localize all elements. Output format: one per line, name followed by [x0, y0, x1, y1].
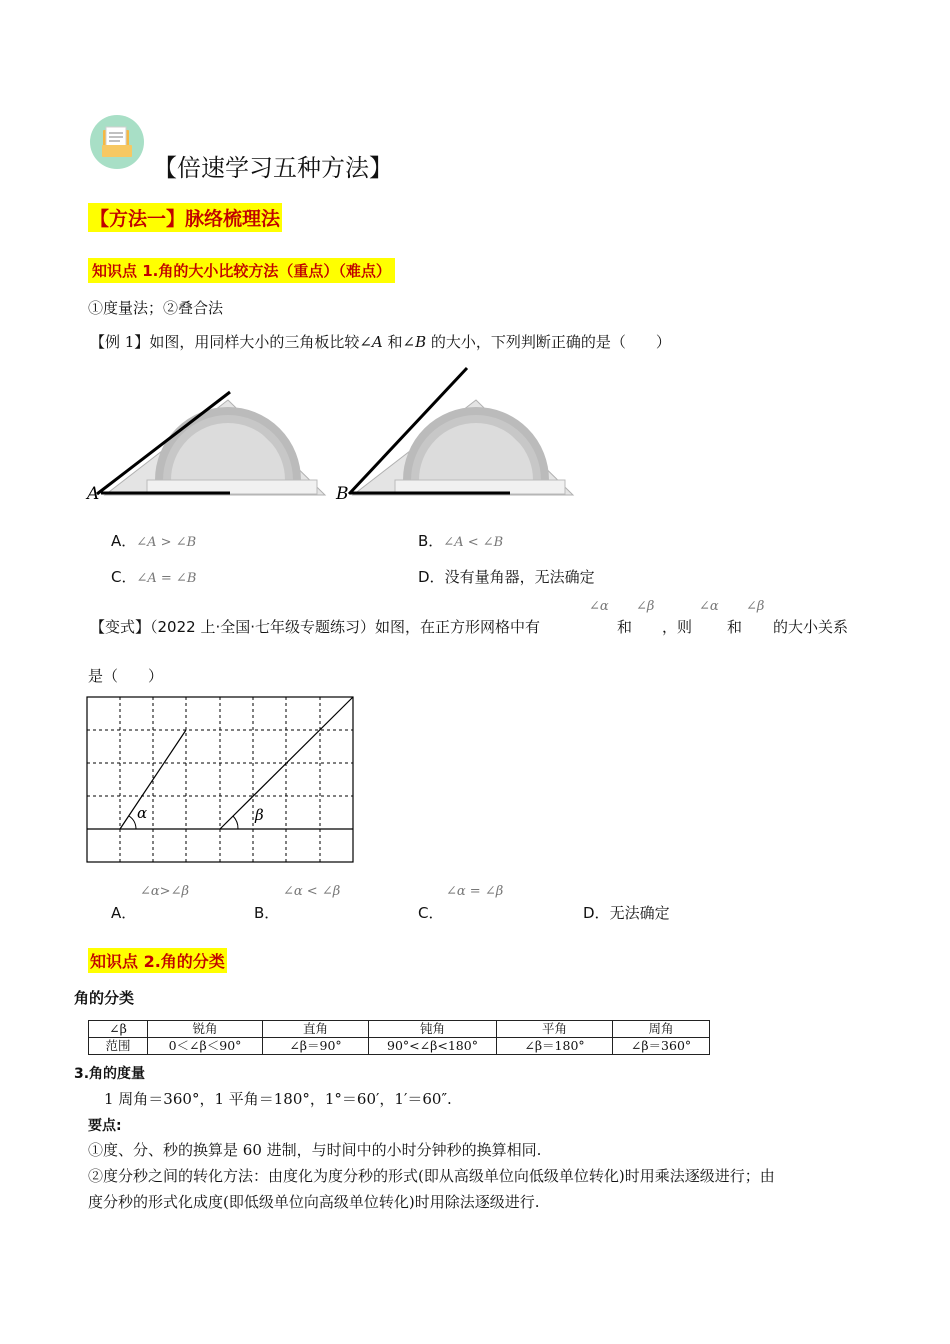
- variant-question-line1: 【变式】（2022 上·全国·七年级专题练习）如图，在正方形网格中有: [90, 618, 541, 636]
- square-grid-figure: [86, 696, 356, 864]
- variant-option-b-expr: ∠α < ∠β: [283, 884, 341, 899]
- triangle-rulers-figure: [85, 360, 575, 510]
- table-cell: 90°<∠β<180°: [369, 1038, 497, 1055]
- alpha-label: α: [137, 804, 148, 822]
- table-cell: 直角: [263, 1021, 369, 1038]
- variant-sym-beta-2: ∠β: [746, 599, 765, 614]
- table-cell: 钝角: [369, 1021, 497, 1038]
- variant-option-d[interactable]: D．无法确定: [583, 904, 670, 922]
- table-cell: 锐角: [148, 1021, 263, 1038]
- method-heading: 【方法一】脉络梳理法: [88, 203, 282, 232]
- kp3-heading: 3.角的度量: [74, 1066, 146, 1082]
- variant-option-a[interactable]: A．: [111, 904, 137, 922]
- table-cell: 平角: [497, 1021, 613, 1038]
- table-cell: 周角: [613, 1021, 710, 1038]
- variant-option-c-expr: ∠α = ∠β: [446, 884, 504, 899]
- angle-classification-table: [88, 1020, 710, 1055]
- variant-and-2: 和: [727, 618, 743, 636]
- kp2-heading: 知识点 2.角的分类: [88, 948, 227, 973]
- table-cell: ∠β: [89, 1021, 148, 1038]
- key-point-2-line2: 度分秒的形式化成度(即低级单位向高级单位转化)时用除法逐级进行.: [88, 1193, 540, 1211]
- variant-question-line2: 是（ ）: [88, 667, 164, 685]
- example1-question: 【例 1】如图，用同样大小的三角板比较∠A 和∠B 的大小，下列判断正确的是（ ）: [90, 333, 671, 351]
- header-icon: [90, 115, 144, 169]
- table-cell: 0＜∠β＜90°: [148, 1038, 263, 1055]
- table-cell: ∠β＝180°: [497, 1038, 613, 1055]
- variant-option-b[interactable]: B．: [254, 904, 280, 922]
- beta-label: β: [255, 806, 264, 824]
- variant-sym-alpha-2: ∠α: [699, 599, 719, 614]
- setsquare-left: [105, 400, 325, 495]
- table-row: [89, 1038, 710, 1055]
- example-option-d[interactable]: D．没有量角器，无法确定: [418, 568, 595, 586]
- variant-sym-beta-1: ∠β: [636, 599, 655, 614]
- table-header-row: [89, 1021, 710, 1038]
- kp1-methods: ①度量法；②叠合法: [88, 299, 224, 317]
- example-option-a[interactable]: A．∠A > ∠B: [111, 532, 197, 550]
- table-cell: 范围: [89, 1038, 148, 1055]
- table-cell: ∠β＝360°: [613, 1038, 710, 1055]
- variant-and-1: 和: [617, 618, 633, 636]
- vertex-b-label: B: [336, 484, 349, 504]
- variant-sym-alpha-1: ∠α: [589, 599, 609, 614]
- folder-document-icon: [90, 115, 144, 169]
- key-point-2-line1: ②度分秒之间的转化方法：由度化为度分秒的形式(即从高级单位向低级单位转化)时用乘法逐级进行；由: [88, 1167, 775, 1185]
- variant-then: ，则: [662, 618, 693, 636]
- kp1-heading: 知识点 1.角的大小比较方法（重点）（难点）: [88, 258, 395, 283]
- kp3-formula: 1 周角＝360°，1 平角＝180°，1°＝60′，1′＝60″.: [104, 1090, 452, 1108]
- table-cell: ∠β＝90°: [263, 1038, 369, 1055]
- variant-relation-text: 的大小关系: [773, 618, 849, 636]
- variant-option-a-expr: ∠α>∠β: [140, 884, 189, 899]
- vertex-a-label: A: [87, 484, 100, 504]
- key-point-1: ①度、分、秒的换算是 60 进制，与时间中的小时分钟秒的换算相同.: [88, 1141, 542, 1159]
- variant-label: 【变式】: [90, 618, 151, 636]
- example-label: 【例 1】: [90, 333, 150, 351]
- alpha-arm: [120, 730, 186, 829]
- kp2-subtitle: 角的分类: [74, 989, 135, 1007]
- setsquare-right: [353, 400, 573, 495]
- example-option-b[interactable]: B．∠A < ∠B: [418, 532, 504, 550]
- example-option-c[interactable]: C．∠A = ∠B: [111, 568, 197, 586]
- page-title: 【倍速学习五种方法】: [153, 154, 393, 182]
- variant-option-c[interactable]: C．: [418, 904, 444, 922]
- key-points-label: 要点:: [88, 1118, 122, 1134]
